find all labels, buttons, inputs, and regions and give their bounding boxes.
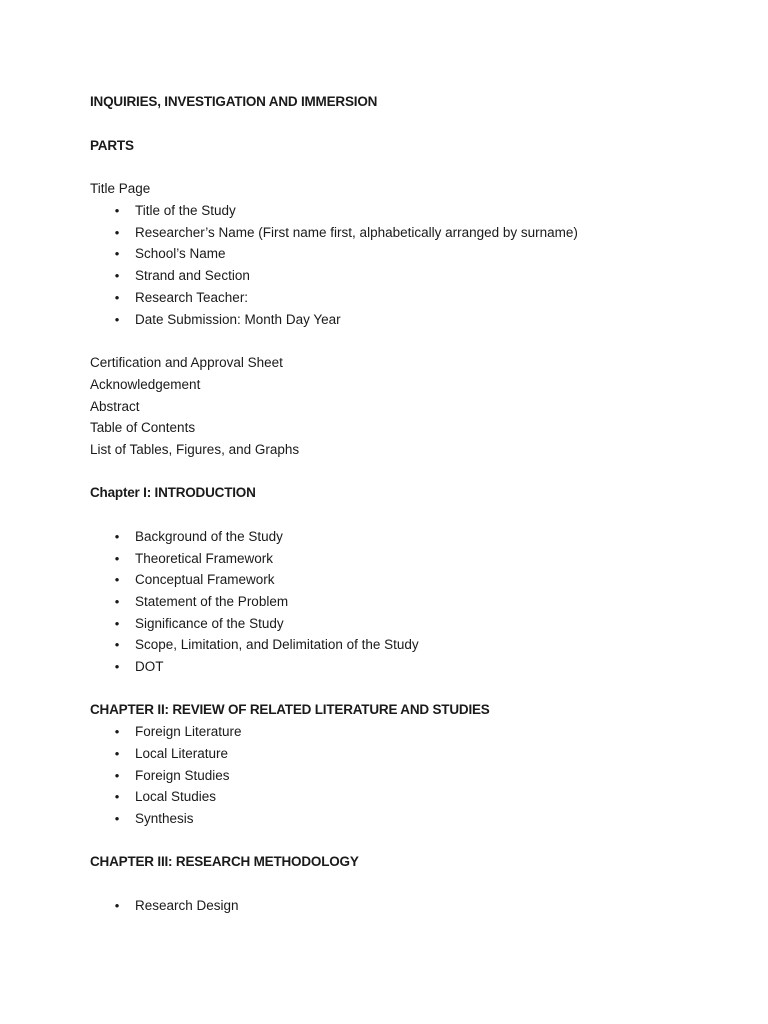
bullet-icon: • xyxy=(114,659,120,674)
list-item-text: Title of the Study xyxy=(135,203,236,218)
bullet-icon: • xyxy=(114,637,120,652)
list-item-text: Strand and Section xyxy=(135,268,250,283)
bullet-icon: • xyxy=(114,616,120,631)
bullet-icon: • xyxy=(114,898,120,913)
bullet-icon: • xyxy=(114,768,120,783)
list-item-text: Theoretical Framework xyxy=(135,551,274,566)
bullet-icon: • xyxy=(114,594,120,609)
bullet-icon: • xyxy=(114,811,120,826)
bullet-icon: • xyxy=(114,225,120,240)
list-item-text: DOT xyxy=(135,659,164,674)
list-item-text: Local Studies xyxy=(135,789,217,804)
list-item-text: Researcher’s Name (First name first, alphabetically arranged by surname) xyxy=(135,225,578,240)
bullet-icon: • xyxy=(114,551,120,566)
list-item-text: Research Design xyxy=(135,898,239,913)
list-item-text: Foreign Literature xyxy=(135,724,242,739)
list-item-text: School’s Name xyxy=(135,246,226,261)
list-item-text: Statement of the Problem xyxy=(135,594,289,609)
list-item-text: Scope, Limitation, and Delimitation of the Study xyxy=(135,637,419,652)
parts-heading: PARTS xyxy=(90,138,134,153)
bullet-icon: • xyxy=(114,203,120,218)
list-item-text: Significance of the Study xyxy=(135,616,284,631)
front-matter-item: Abstract xyxy=(90,399,140,414)
front-matter-item: Table of Contents xyxy=(90,420,196,435)
chapter2-heading: CHAPTER II: REVIEW OF RELATED LITERATURE AND STUDIES xyxy=(90,702,490,717)
chapter1-heading: Chapter I: INTRODUCTION xyxy=(90,485,256,500)
bullet-icon: • xyxy=(114,290,120,305)
front-matter-item: Acknowledgement xyxy=(90,377,201,392)
bullet-icon: • xyxy=(114,789,120,804)
list-item-text: Foreign Studies xyxy=(135,768,230,783)
front-matter-item: Certification and Approval Sheet xyxy=(90,355,283,370)
list-item-text: Local Literature xyxy=(135,746,229,761)
bullet-icon: • xyxy=(114,268,120,283)
chapter3-heading: CHAPTER III: RESEARCH METHODOLOGY xyxy=(90,854,359,869)
list-item-text: Conceptual Framework xyxy=(135,572,275,587)
list-item-text: Synthesis xyxy=(135,811,194,826)
bullet-icon: • xyxy=(114,724,120,739)
bullet-icon: • xyxy=(114,746,120,761)
document-title: INQUIRIES, INVESTIGATION AND IMMERSION xyxy=(90,94,378,109)
bullet-icon: • xyxy=(114,246,120,261)
list-item-text: Date Submission: Month Day Year xyxy=(135,312,341,327)
list-item-text: Research Teacher: xyxy=(135,290,249,305)
list-item-text: Background of the Study xyxy=(135,529,283,544)
bullet-icon: • xyxy=(114,312,120,327)
front-matter-item: List of Tables, Figures, and Graphs xyxy=(90,442,300,457)
bullet-icon: • xyxy=(114,529,120,544)
bullet-icon: • xyxy=(114,572,120,587)
title-page-label: Title Page xyxy=(90,181,151,196)
